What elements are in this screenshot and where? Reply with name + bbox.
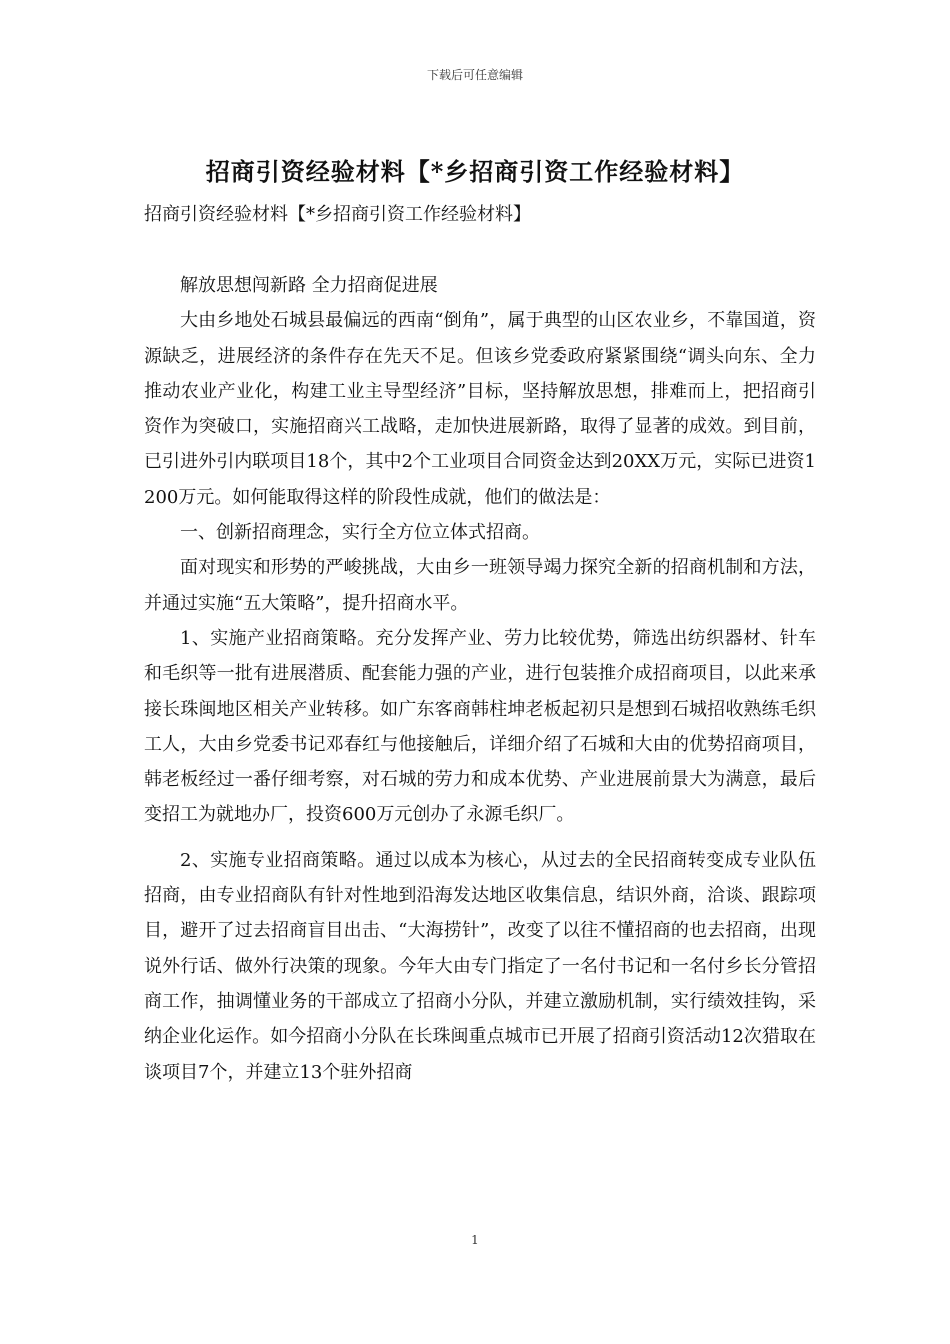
section-heading: 一、创新招商理念，实行全方位立体式招商。 [180, 522, 540, 544]
document-subtitle: 招商引资经验材料【*乡招商引资工作经验材料】 [144, 204, 531, 225]
body-paragraph: 大由乡地处石城县最偏远的西南“倒角”，属于典型的山区农业乡，不靠国道，资源缺乏，进展经济的条件存在先天不足。但该乡党委政府紧紧围绕“调头向东、全力推动农业产业化，构建工业主导型经济”目标，坚持解放思想，排难而上，把招商引资作为突破口，实施招商兴工战略，走加快进展新路，取得了显著的成效。到目前，已引进外引内联项目18个，其中2个工业项目合同资金达到20XX万元，实际已进资1200万元。如何能取得这样的阶段性成就，他们的做法是： [144, 310, 816, 508]
page-title: 招商引资经验材料【*乡招商引资工作经验材料】 [205, 157, 745, 186]
header-note: 下载后可任意编辑 [426, 68, 523, 82]
body-paragraph: 2、实施专业招商策略。通过以成本为核心，从过去的全民招商转变成专业队伍招商，由专业招商队有针对性地到沿海发达地区收集信息，结识外商，洽谈、跟踪项目，避开了过去招商盲目出击、“大海捞针”，改变了以往不懂招商的也去招商，出现说外行话、做外行决策的现象。今年大由专门指定了一名付书记和一名付乡长分管招商工作，抽调懂业务的干部成立了招商小分队，并建立激励机制，实行绩效挂钩，采纳企业化运作。如今招商小分队在长珠闽重点城市已开展了招商引资活动12次猎取在谈项目7个，并建立13个驻外招商 [144, 849, 816, 1083]
body-paragraph: 1、实施产业招商策略。充分发挥产业、劳力比较优势，筛选出纺织器材、针车和毛织等一批有进展潜质、配套能力强的产业，进行包装推介成招商项目，以此来承接长珠闽地区相关产业转移。如广东客商韩柱坤老板起初只是想到石城招收熟练毛织工人，大由乡党委书记邓春红与他接触后，详细介绍了石城和大由的优势招商项目，韩老板经过一番仔细考察，对石城的劳力和成本优势、产业进展前景大为满意，最后变招工为就地办厂，投资600万元创办了永源毛织厂。 [144, 627, 816, 826]
body-paragraph: 面对现实和形势的严峻挑战，大由乡一班领导竭力探究全新的招商机制和方法，并通过实施“五大策略”，提升招商水平。 [144, 557, 816, 614]
section-heading: 解放思想闯新路 全力招商促进展 [180, 275, 438, 296]
page-number: 1 [471, 1233, 479, 1247]
document-body [144, 268, 816, 1090]
